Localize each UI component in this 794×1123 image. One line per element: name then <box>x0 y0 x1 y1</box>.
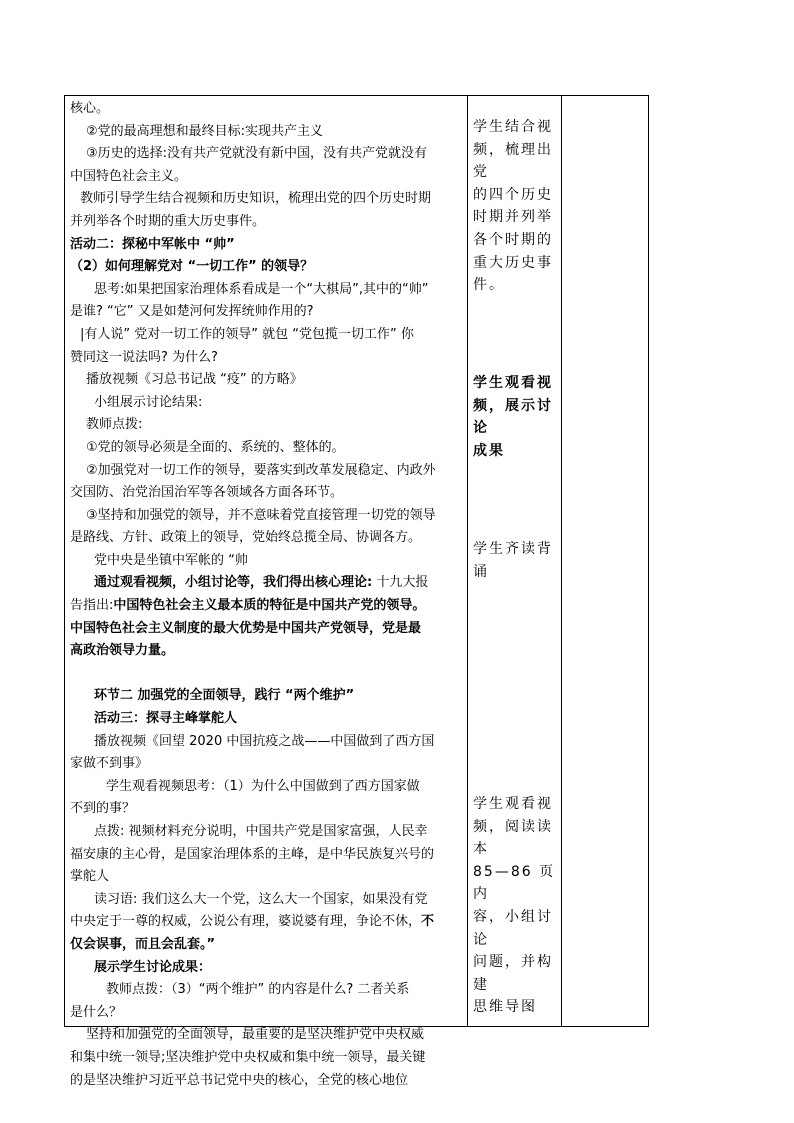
note-line: 学生结合视 <box>473 119 553 135</box>
activity-heading: 活动三：探寻主峰掌舵人 <box>94 711 238 727</box>
section-heading: 环节二 加强党的全面领导，践行 “两个维护” <box>94 688 355 704</box>
text-line: 仅会误事，而且会乱套。” <box>70 936 216 952</box>
text-line: 中国特色社会主义。 <box>70 168 188 184</box>
text-line: 并列举各个时期的重大历史事件。 <box>70 213 266 229</box>
note-line: 频，阅读读本 <box>473 818 553 858</box>
text-line: 是什么？ <box>70 1004 123 1020</box>
text-line: 点拨: 视频材料充分说明，中国共产党是国家富强，人民幸 <box>94 824 428 839</box>
activity-heading: 活动二：探秘中军帐中 “帅” <box>70 236 235 252</box>
note-line: 学生观看视 <box>473 796 553 812</box>
text-line: ③坚持和加强党的领导，并不意味着党直接管理一切党的领导 <box>86 507 436 523</box>
text-line: 的是坚决维护习近平总书记党中央的核心，全党的核心地位 <box>70 1072 409 1088</box>
text-line: 党中央是坐镇中军帐的 “帅 <box>94 552 248 568</box>
note-line: 诵 <box>473 563 489 580</box>
column-divider <box>467 96 468 1026</box>
bold-phrase: 通过观看视频，小组讨论等，我们得出核心理论: <box>94 575 373 591</box>
text-phrase: 中央定于一尊的权威，公说公有理，婆说婆有理，争论不休， <box>70 914 422 930</box>
note-line: 时期并列举 <box>473 209 553 226</box>
teaching-content-column <box>70 98 462 1092</box>
bold-phrase: 不 <box>421 914 435 930</box>
student-activity-note <box>473 538 559 583</box>
note-line: 问题，并构建 <box>473 954 553 993</box>
note-line: 学生观看视 <box>473 375 553 391</box>
text-line: 核心。 <box>70 101 110 116</box>
text-line: |有人说” 党对一切工作的领导” 就包 “党包揽一切工作” 你 <box>80 326 414 342</box>
text-line: 中国特色社会主义制度的最大优势是中国共产党领导，党是最 <box>70 620 422 636</box>
text-phrase: 告指出: <box>70 598 114 614</box>
student-activity-note <box>473 793 559 1019</box>
text-line: 小组展示讨论结果: <box>94 394 203 410</box>
text-line: 教师引导学生结合视频和历史知识，梳理出党的四个历史时期 <box>80 191 432 207</box>
student-activity-note <box>473 116 559 297</box>
lesson-table <box>64 95 649 1088</box>
text-line: ③历史的选择:没有共产党就没有新中国，没有共产党就没有 <box>86 146 428 162</box>
text-line: ②党的最高理想和最终目标:实现共产主义 <box>86 123 324 139</box>
text-phrase: 十九大报 <box>372 575 429 591</box>
text-line <box>70 595 462 618</box>
note-line: 频，梳理出党 <box>473 141 553 181</box>
text-line: 是谁? “它” 又是如楚河何发挥统帅作用的? <box>70 304 314 320</box>
question-heading: （2）如何理解党对 “一切工作” 的领导？ <box>70 259 314 275</box>
text-line: 和集中统一领导;坚决维护党中央权威和集中统一领导，最关键 <box>70 1049 426 1065</box>
text-line: 是路线、方针、政策上的领导，党始终总揽全局、协调各方。 <box>70 530 422 546</box>
text-line: 高政治领导力量。 <box>70 643 175 659</box>
column-divider <box>561 96 562 1026</box>
text-line: 交国防、治党治国治军等各领域各方面各环节。 <box>70 485 344 501</box>
note-line: 件。 <box>473 277 505 294</box>
note-line: 容，小组讨论 <box>473 908 553 948</box>
text-line: 思考:如果把国家治理体系看成是一个“大棋局”,其中的“帅” <box>94 281 429 297</box>
text-line: 读习语: 我们这么大一个党，这么大一个国家，如果没有党 <box>94 891 428 907</box>
note-line: 思维导图 <box>473 999 537 1016</box>
text-line: 展示学生讨论成果： <box>94 959 212 975</box>
note-line: 频，展示讨论 <box>473 397 553 437</box>
note-line: 学生齐读背 <box>473 541 553 557</box>
student-activity-note <box>473 372 559 462</box>
note-line: 85—86 页内 <box>473 863 556 903</box>
text-line <box>70 572 462 595</box>
text-line: 学生观看视频思考：（1）为什么中国做到了西方国家做 <box>106 778 420 794</box>
note-line: 各个时期的 <box>473 231 553 248</box>
text-line: 赞同这一说法吗? 为什么? <box>70 349 218 365</box>
note-line: 的四个历史 <box>473 186 553 203</box>
text-line: 教师点拨：（3）“两个维护” 的内容是什么? 二者关系 <box>106 982 410 998</box>
note-line: 成果 <box>473 442 505 459</box>
text-line <box>70 911 462 934</box>
note-line: 重大历史事 <box>473 254 553 271</box>
text-line: 掌舵人 <box>70 869 110 885</box>
text-line: 教师点拨: <box>86 417 143 433</box>
text-line: 福安康的主心骨，是国家治理体系的主峰，是中华民族复兴号的 <box>70 846 435 862</box>
text-line: 坚持和加强党的全面领导，最重要的是坚决维护党中央权威 <box>86 1027 425 1043</box>
text-line: 家做不到事》 <box>70 756 149 772</box>
bold-phrase: 中国特色社会主义最本质的特征是中国共产党的领导。 <box>113 598 426 614</box>
spacer <box>70 663 462 686</box>
text-line: 播放视频《习总书记战 “疫” 的方略》 <box>86 372 303 388</box>
text-line: 不到的事？ <box>70 801 136 817</box>
text-line: 播放视频《回望 2020 中国抗疫之战——中国做到了西方国 <box>94 733 435 749</box>
text-line: ①党的领导必须是全面的、系统的、整体的。 <box>86 439 345 455</box>
text-line: ②加强党对一切工作的领导，要落实到改革发展稳定、内政外 <box>86 462 436 478</box>
